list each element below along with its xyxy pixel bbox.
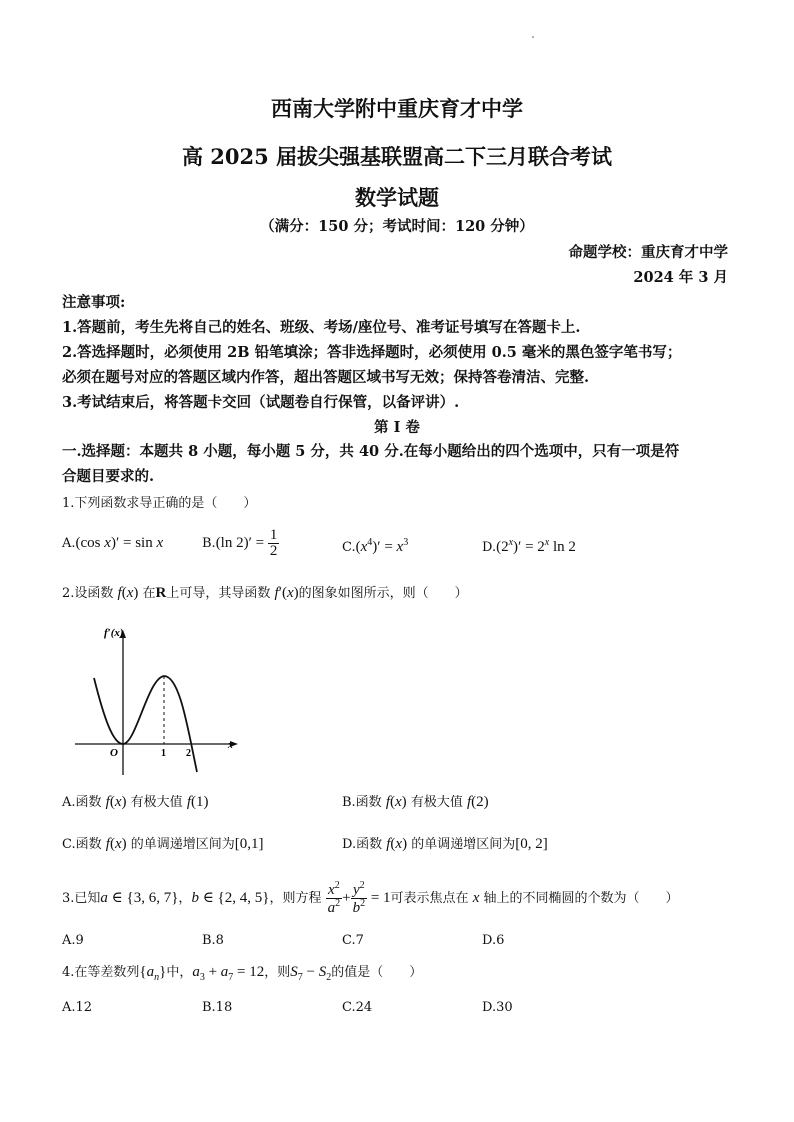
- q1-option-a: A.(cos x)′ = sin x: [62, 535, 164, 551]
- q3-option-a: A.9: [62, 933, 84, 948]
- school-title: 西南大学附中重庆育才中学: [271, 96, 523, 121]
- volume-label: 第 I 卷: [374, 419, 420, 436]
- exam-meta: （满分：150 分；考试时间：120 分钟）: [260, 218, 534, 235]
- scan-speck: [532, 36, 534, 38]
- subject-title: 数学试题: [355, 185, 439, 210]
- q2-stem: 2.设函数 f(x) 在R上可导，其导函数 f′(x)的图象如图所示，则（ ）: [62, 585, 468, 601]
- q2-option-a: A.函数 f(x) 有极大值 f(1): [62, 794, 209, 810]
- graph-y-label: f′(x): [104, 627, 124, 639]
- exam-title: 高 2025 届拔尖强基联盟高二下三月联合考试: [181, 144, 613, 169]
- q3-option-c: C.7: [342, 933, 364, 948]
- q1-option-c: $C.(x^4)' = x^3$: [342, 537, 409, 555]
- q1-option-b: B.(ln 2)′ = $\frac{1}{2}$: [202, 527, 278, 559]
- graph-tick-2: 2: [186, 748, 191, 759]
- note-1: 1.答题前，考生先将自己的姓名、班级、考场/座位号、准考证号填写在答题卡上.: [62, 319, 581, 336]
- q1-stem: 1.下列函数求导正确的是（ ）: [62, 496, 257, 511]
- q4-option-d: D.30: [482, 1000, 513, 1015]
- graph-x-label: x: [228, 739, 233, 751]
- note-2a: 2.答选择题时，必须使用 2B 铅笔填涂；答非选择题时，必须使用 0.5 毫米的黑色签字笔书写；: [62, 344, 682, 361]
- q4-option-c: C.24: [342, 1000, 373, 1015]
- q3-option-d: D.6: [482, 933, 505, 948]
- q1-option-d: $D.(2^x)' = 2^x$ ln 2: [482, 537, 576, 555]
- q4-option-b: B.18: [202, 1000, 233, 1015]
- q4-option-a: A.12: [62, 1000, 93, 1015]
- q3-stem: 3.已知a ∈ {3, 6, 7}，b ∈ {2, 4, 5}，则方程 $\frac{x^2}{a^2}$ + $\frac{y^2}{b^2}$ = 1可表示焦点在 x 轴上的不同椭圆的个数为（ ）: [62, 880, 679, 916]
- q4-stem: 4.在等差数列$\{a_n\}$中，$a_3 + a_7 = 12$，则$S_7 - S_2$的值是（ ）: [62, 964, 423, 983]
- notes-heading: 注意事项:: [62, 294, 126, 311]
- q3-option-b: B.8: [202, 933, 224, 948]
- q2-option-d: D.函数 f(x) 的单调递增区间为[0, 2]: [342, 836, 548, 852]
- q2-option-b: B.函数 f(x) 有极大值 f(2): [342, 794, 489, 810]
- graph-tick-1: 1: [161, 748, 166, 759]
- section-instructions-1: 一.选择题：本题共 8 小题，每小题 5 分，共 40 分.在每小题给出的四个选项中，只有一项是符: [62, 443, 680, 460]
- derivative-graph: [70, 620, 250, 780]
- section-instructions-2: 合题目要求的.: [62, 468, 155, 485]
- note-3: 3.考试结束后，将答题卡交回（试题卷自行保管，以备评讲）.: [62, 394, 460, 411]
- setter-school: 命题学校：重庆育才中学: [568, 244, 728, 261]
- note-2b: 必须在题号对应的答题区域内作答，超出答题区域书写无效；保持答卷清洁、完整.: [62, 369, 590, 386]
- graph-origin: O: [110, 747, 118, 759]
- exam-date: 2024 年 3 月: [633, 269, 728, 286]
- q2-option-c: C.函数 f(x) 的单调递增区间为[0,1]: [62, 836, 264, 852]
